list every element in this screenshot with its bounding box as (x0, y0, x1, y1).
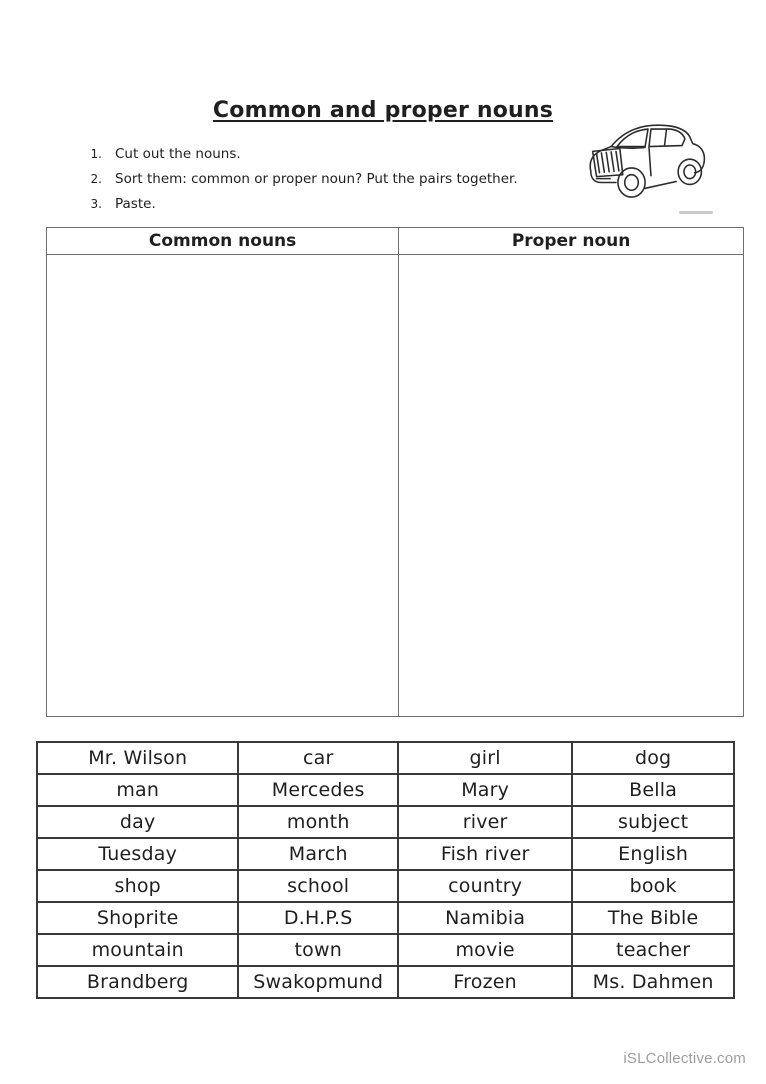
word-cell: Mercedes (238, 774, 398, 806)
car-illustration (581, 120, 717, 210)
sorting-table (46, 227, 744, 717)
word-cell: Brandberg (37, 966, 238, 998)
instruction-item (88, 196, 518, 212)
word-cell: book (572, 870, 734, 902)
instruction-item (88, 171, 518, 187)
word-cell: car (238, 742, 398, 774)
word-cell: subject (572, 806, 734, 838)
word-cell: Tuesday (37, 838, 238, 870)
word-cell: Fish river (398, 838, 572, 870)
car-line-drawing-icon (581, 120, 717, 210)
word-cell: town (238, 934, 398, 966)
instruction-text: Sort them: common or proper noun? Put the pairs together. (115, 171, 518, 187)
sorting-table-header (47, 228, 743, 255)
page-title: Common and proper nouns (212, 98, 554, 123)
word-cell: dog (572, 742, 734, 774)
word-cell: The Bible (572, 902, 734, 934)
word-cell: Mr. Wilson (37, 742, 238, 774)
word-cell: teacher (572, 934, 734, 966)
word-cell: movie (398, 934, 572, 966)
instruction-number: 2. (90, 172, 102, 186)
word-cell: shop (37, 870, 238, 902)
common-nouns-header: Common nouns (47, 228, 399, 254)
word-cell: Swakopmund (238, 966, 398, 998)
word-cell: school (238, 870, 398, 902)
word-cell: river (398, 806, 572, 838)
instruction-number: 3. (90, 197, 102, 211)
word-bank-table (36, 741, 735, 999)
word-cell: country (398, 870, 572, 902)
word-cell: D.H.P.S (238, 902, 398, 934)
proper-noun-header: Proper noun (511, 231, 631, 251)
sorting-table-body (47, 255, 743, 716)
word-cell: day (37, 806, 238, 838)
word-cell: month (238, 806, 398, 838)
car-watermark (679, 211, 713, 214)
word-cell: man (37, 774, 238, 806)
instruction-number: 1. (90, 147, 102, 161)
word-cell: girl (398, 742, 572, 774)
word-cell: March (238, 838, 398, 870)
instruction-item (88, 146, 518, 162)
word-cell: Namibia (398, 902, 572, 934)
common-nouns-paste-area (47, 255, 399, 716)
instruction-text: Paste. (115, 196, 156, 212)
word-cell: Frozen (398, 966, 572, 998)
word-cell: Mary (398, 774, 572, 806)
instructions-list (88, 146, 518, 221)
word-cell: English (572, 838, 734, 870)
instruction-text: Cut out the nouns. (115, 146, 241, 162)
islcollective-watermark: iSLCollective.com (623, 1050, 746, 1067)
word-cell: Ms. Dahmen (572, 966, 734, 998)
word-cell: mountain (37, 934, 238, 966)
proper-noun-paste-area (399, 255, 743, 716)
word-cell: Shoprite (37, 902, 238, 934)
word-cell: Bella (572, 774, 734, 806)
